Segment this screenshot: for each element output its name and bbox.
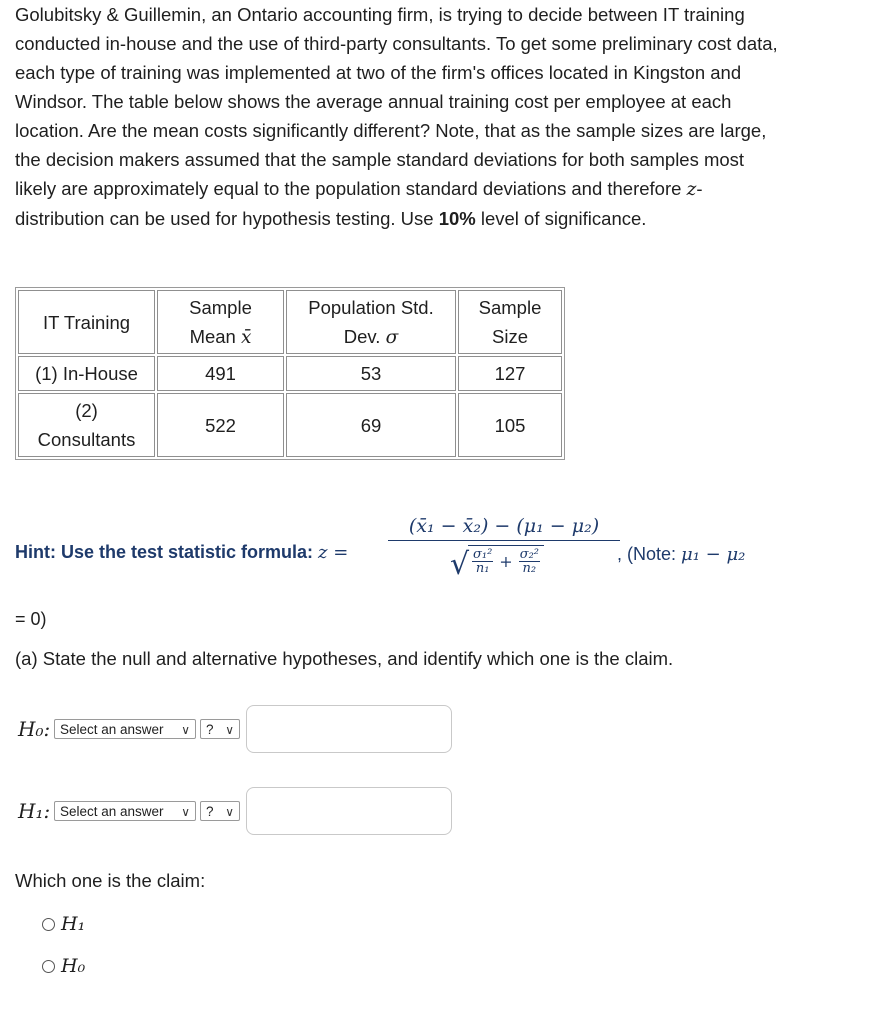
formula-note-end: = 0)	[15, 609, 47, 629]
cell-sd: 53	[286, 356, 456, 391]
cell-mean: 491	[157, 356, 284, 391]
chevron-down-icon: ∨	[225, 805, 234, 819]
sqrt-icon: √	[450, 547, 470, 582]
z-symbol: z	[686, 179, 697, 200]
header-population-sd: Population Std. Dev. σ	[286, 290, 456, 354]
h1-value-input[interactable]	[246, 787, 452, 835]
table-header-row	[18, 290, 562, 354]
h0-value-input[interactable]	[246, 705, 452, 753]
h0-parameter-select[interactable]: Select an answer ∨	[54, 719, 196, 739]
formula-denominator: √ $\frac{\text{σ₁²}}{\text{n₁}}$ + $\frac{\text{σ₂²}}{\text{n₂}}$	[388, 541, 620, 585]
test-statistic-formula	[388, 515, 620, 585]
claim-option-h1[interactable]: H₁	[42, 913, 85, 935]
radio-circle-icon[interactable]	[42, 918, 55, 931]
chevron-down-icon: ∨	[181, 805, 190, 819]
hint-label: Hint: Use the test statistic formula: z =	[15, 542, 349, 563]
formula-numerator: (x̄₁ − x̄₂) − (μ₁ − μ₂)	[388, 515, 620, 541]
cell-mean: 522	[157, 393, 284, 457]
cell-n: 105	[458, 393, 562, 457]
row-label: (1) In-House	[18, 356, 155, 391]
chevron-down-icon: ∨	[225, 723, 234, 737]
data-table	[15, 287, 565, 460]
row-label: (2) Consultants	[18, 393, 155, 457]
table-row	[18, 393, 562, 457]
cell-n: 127	[458, 356, 562, 391]
claim-question: Which one is the claim:	[15, 870, 206, 891]
h1-operator-select[interactable]: ? ∨	[200, 801, 240, 821]
header-sample-mean: Sample Mean x̄	[157, 290, 284, 354]
h0-label: H₀:	[18, 717, 51, 741]
claim-option-h0[interactable]: H₀	[42, 955, 85, 977]
chevron-down-icon: ∨	[181, 723, 190, 737]
cell-sd: 69	[286, 393, 456, 457]
radio-circle-icon[interactable]	[42, 960, 55, 973]
problem-statement: Golubitsky & Guillemin, an Ontario accounting firm, is trying to decide between IT training conducted in-house and the use of third-party consultants. To get some preliminary cost data, each type of training was implemented at two of the firm's offices located in Kingston and Windsor. The table below shows the average annual training cost per employee at each location. Are the mean costs significantly different? Note, that as the sample sizes are large, the decision makers assumed that the sample standard deviations for both samples most likely are approximately equal to the population standard deviations and therefore z-distribution can be used for hypothesis testing. Use 10% level of significance.	[15, 4, 778, 229]
table-row	[18, 356, 562, 391]
header-sample-size: Sample Size	[458, 290, 562, 354]
h1-parameter-select[interactable]: Select an answer ∨	[54, 801, 196, 821]
significance-level: 10%	[438, 208, 476, 229]
header-it-training: IT Training	[18, 290, 155, 354]
h0-operator-select[interactable]: ? ∨	[200, 719, 240, 739]
formula-note: , (Note: μ₁ − μ₂	[617, 544, 746, 565]
h1-label: H₁:	[18, 799, 51, 823]
question-part-a: (a) State the null and alternative hypotheses, and identify which one is the claim.	[15, 648, 674, 669]
